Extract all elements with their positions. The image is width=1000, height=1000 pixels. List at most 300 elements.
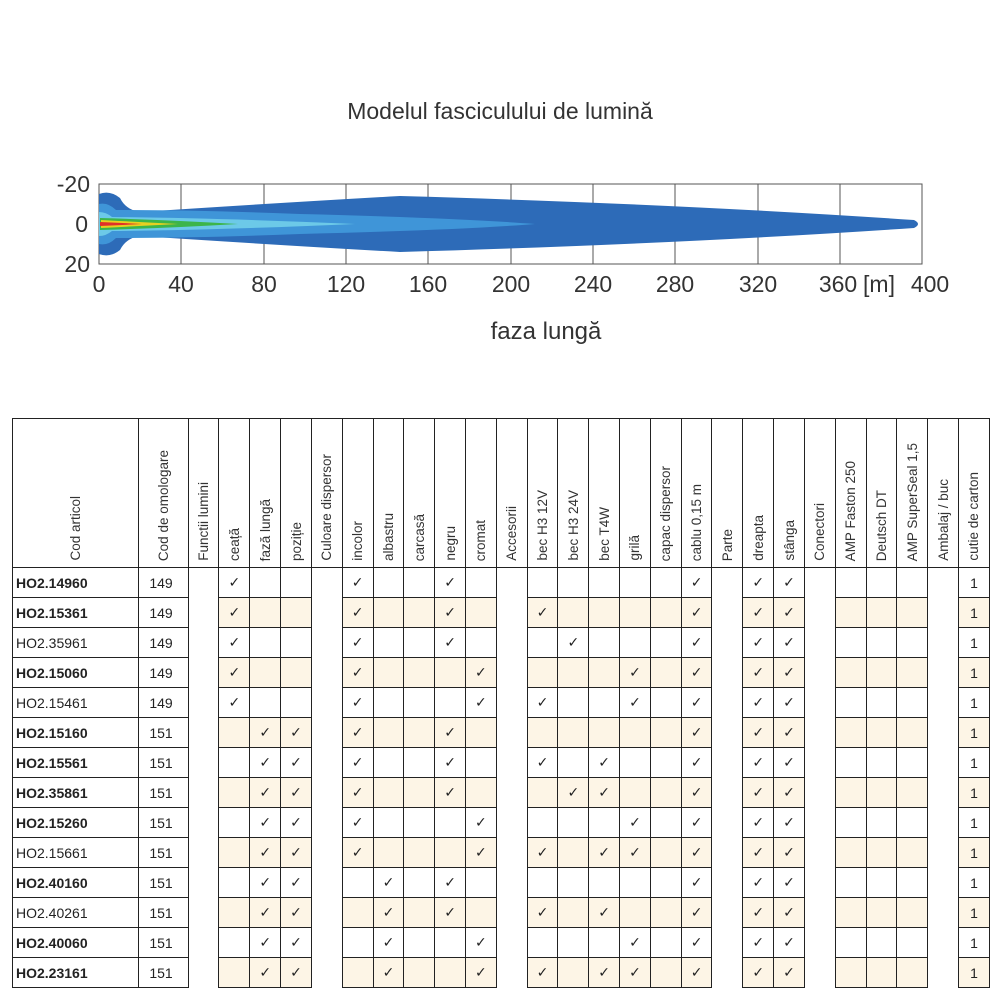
feature-cell	[681, 928, 712, 958]
feature-cell	[743, 838, 774, 868]
column-header-label: Cod articol	[68, 496, 84, 561]
column-header	[219, 419, 250, 568]
check-icon: ✓	[690, 844, 703, 860]
check-icon: ✓	[444, 724, 456, 740]
feature-cell	[774, 748, 805, 778]
check-icon: ✓	[351, 574, 364, 590]
check-icon: ✓	[752, 754, 765, 770]
column-header	[589, 419, 620, 568]
feature-cell	[897, 778, 928, 808]
check-icon: ✓	[351, 754, 364, 770]
check-icon: ✓	[351, 604, 364, 620]
check-icon: ✓	[598, 784, 610, 800]
section-spacer-cell	[311, 658, 342, 688]
feature-cell	[342, 928, 373, 958]
feature-cell	[404, 628, 435, 658]
column-header-label: bec H3 24V	[565, 490, 581, 561]
feature-cell	[435, 898, 466, 928]
feature-cell	[620, 748, 651, 778]
table-row	[13, 748, 990, 778]
feature-cell	[589, 748, 620, 778]
column-header-label: incolor	[350, 521, 366, 561]
feature-cell	[465, 958, 496, 988]
feature-cell	[465, 898, 496, 928]
feature-cell	[866, 628, 897, 658]
feature-cell	[373, 808, 404, 838]
feature-cell	[219, 808, 250, 838]
table-row	[13, 808, 990, 838]
feature-cell	[774, 628, 805, 658]
feature-cell	[620, 958, 651, 988]
column-header-label: albastru	[380, 512, 396, 561]
article-code: HO2.40261	[13, 898, 139, 928]
x-tick-label: 400	[910, 271, 950, 297]
feature-cell	[342, 898, 373, 928]
check-icon: ✓	[536, 844, 549, 860]
section-spacer-cell	[804, 658, 835, 688]
feature-cell	[835, 718, 866, 748]
feature-cell	[650, 628, 681, 658]
feature-cell	[897, 628, 928, 658]
check-icon: ✓	[351, 634, 364, 650]
check-icon: ✓	[351, 784, 364, 800]
feature-cell	[219, 568, 250, 598]
feature-cell	[404, 748, 435, 778]
feature-cell	[281, 928, 312, 958]
section-spacer-cell	[188, 898, 219, 928]
feature-cell	[835, 808, 866, 838]
check-icon: ✓	[228, 634, 241, 650]
product-spec-table	[12, 418, 990, 988]
feature-cell	[835, 568, 866, 598]
check-icon: ✓	[290, 874, 302, 890]
feature-cell	[835, 778, 866, 808]
beam-pattern-title: Modelul fasciculului de lumină	[347, 98, 653, 124]
feature-cell	[435, 568, 466, 598]
section-spacer-cell	[311, 568, 342, 598]
feature-cell	[743, 658, 774, 688]
section-spacer-cell	[928, 898, 959, 928]
check-icon: ✓	[752, 934, 765, 950]
feature-cell	[681, 748, 712, 778]
feature-cell	[527, 868, 558, 898]
feature-cell	[866, 568, 897, 598]
section-spacer-cell	[311, 598, 342, 628]
feature-cell	[281, 628, 312, 658]
feature-cell	[897, 868, 928, 898]
column-header	[958, 419, 989, 568]
feature-cell	[897, 718, 928, 748]
check-icon: ✓	[351, 814, 364, 830]
section-spacer-cell	[928, 778, 959, 808]
homologation-code: 151	[139, 778, 188, 808]
check-icon: ✓	[290, 724, 302, 740]
feature-cell	[650, 928, 681, 958]
check-icon: ✓	[783, 604, 795, 620]
x-tick-label: 320	[738, 271, 778, 297]
section-spacer-cell	[311, 628, 342, 658]
section-spacer-cell	[496, 598, 527, 628]
check-icon: ✓	[536, 604, 549, 620]
feature-cell	[373, 958, 404, 988]
check-icon: ✓	[598, 844, 610, 860]
section-spacer-cell	[188, 718, 219, 748]
feature-cell	[681, 658, 712, 688]
feature-cell	[835, 958, 866, 988]
feature-cell	[527, 748, 558, 778]
column-header	[435, 419, 466, 568]
column-header	[774, 419, 805, 568]
feature-cell	[774, 928, 805, 958]
check-icon: ✓	[290, 904, 302, 920]
homologation-code: 149	[139, 658, 188, 688]
feature-cell	[589, 658, 620, 688]
feature-cell	[465, 778, 496, 808]
feature-cell	[404, 688, 435, 718]
check-icon: ✓	[690, 634, 703, 650]
section-spacer-cell	[496, 898, 527, 928]
feature-cell	[681, 778, 712, 808]
feature-cell	[897, 898, 928, 928]
carton-qty: 1	[958, 838, 989, 868]
column-header-label: cutie de carton	[966, 472, 982, 561]
check-icon: ✓	[444, 784, 456, 800]
column-header-label: Cod de omologare	[156, 449, 171, 561]
homologation-code: 151	[139, 748, 188, 778]
feature-cell	[835, 898, 866, 928]
feature-cell	[342, 808, 373, 838]
check-icon: ✓	[629, 934, 641, 950]
article-code: HO2.15361	[13, 598, 139, 628]
check-icon: ✓	[690, 694, 703, 710]
check-icon: ✓	[752, 574, 765, 590]
column-header-label: fază lungă	[257, 498, 273, 561]
section-spacer-cell	[496, 568, 527, 598]
feature-cell	[835, 928, 866, 958]
article-code: HO2.15060	[13, 658, 139, 688]
section-spacer-cell	[496, 658, 527, 688]
check-icon: ✓	[228, 574, 241, 590]
column-header-label: Accesorii	[504, 506, 520, 561]
check-icon: ✓	[752, 784, 765, 800]
feature-cell	[650, 718, 681, 748]
section-spacer-cell	[496, 628, 527, 658]
feature-cell	[342, 958, 373, 988]
check-icon: ✓	[290, 754, 302, 770]
column-header	[281, 419, 312, 568]
feature-cell	[250, 958, 281, 988]
check-icon: ✓	[382, 934, 395, 950]
feature-cell	[620, 898, 651, 928]
feature-cell	[250, 778, 281, 808]
feature-cell	[774, 838, 805, 868]
x-tick-label: 40	[168, 271, 194, 297]
feature-cell	[835, 868, 866, 898]
feature-cell	[219, 658, 250, 688]
feature-cell	[373, 898, 404, 928]
feature-cell	[465, 568, 496, 598]
feature-cell	[465, 718, 496, 748]
column-header-label: Functii lumini	[196, 482, 212, 561]
feature-cell	[465, 688, 496, 718]
article-code: HO2.15160	[13, 718, 139, 748]
section-spacer-cell	[311, 718, 342, 748]
feature-cell	[650, 958, 681, 988]
check-icon: ✓	[259, 874, 272, 890]
feature-cell	[620, 688, 651, 718]
check-icon: ✓	[567, 784, 580, 800]
check-icon: ✓	[475, 664, 487, 680]
check-icon: ✓	[690, 604, 703, 620]
feature-cell	[404, 898, 435, 928]
section-spacer-cell	[188, 778, 219, 808]
section-spacer-cell	[188, 958, 219, 988]
article-code: HO2.15260	[13, 808, 139, 838]
section-spacer-cell	[188, 928, 219, 958]
feature-cell	[589, 928, 620, 958]
check-icon: ✓	[259, 904, 272, 920]
feature-cell	[250, 868, 281, 898]
check-icon: ✓	[690, 574, 703, 590]
x-tick-label: 200	[491, 271, 531, 297]
check-icon: ✓	[475, 964, 487, 980]
check-icon: ✓	[690, 664, 703, 680]
feature-cell	[342, 718, 373, 748]
feature-cell	[774, 688, 805, 718]
feature-cell	[250, 718, 281, 748]
feature-cell	[558, 778, 589, 808]
check-icon: ✓	[444, 604, 456, 620]
check-icon: ✓	[752, 664, 765, 680]
feature-cell	[620, 628, 651, 658]
carton-qty: 1	[958, 958, 989, 988]
column-header	[558, 419, 589, 568]
section-spacer-cell	[311, 928, 342, 958]
homologation-code: 149	[139, 688, 188, 718]
feature-cell	[281, 868, 312, 898]
feature-cell	[465, 928, 496, 958]
check-icon: ✓	[752, 604, 765, 620]
feature-cell	[342, 688, 373, 718]
check-icon: ✓	[228, 604, 241, 620]
section-spacer-cell	[712, 658, 743, 688]
section-spacer-cell	[496, 928, 527, 958]
feature-cell	[435, 808, 466, 838]
feature-cell	[774, 658, 805, 688]
feature-cell	[866, 778, 897, 808]
column-header	[897, 419, 928, 568]
feature-cell	[527, 898, 558, 928]
carton-qty: 1	[958, 688, 989, 718]
column-header-label: capac dispersor	[658, 465, 674, 561]
feature-cell	[435, 598, 466, 628]
feature-cell	[342, 748, 373, 778]
feature-cell	[527, 598, 558, 628]
check-icon: ✓	[783, 634, 795, 650]
check-icon: ✓	[290, 814, 302, 830]
feature-cell	[774, 868, 805, 898]
check-icon: ✓	[783, 844, 795, 860]
feature-cell	[281, 598, 312, 628]
check-icon: ✓	[752, 964, 765, 980]
check-icon: ✓	[444, 904, 456, 920]
feature-cell	[620, 598, 651, 628]
feature-cell	[558, 628, 589, 658]
carton-qty: 1	[958, 568, 989, 598]
x-tick-label: 360	[818, 271, 858, 297]
feature-cell	[650, 748, 681, 778]
table-row	[13, 688, 990, 718]
feature-cell	[250, 838, 281, 868]
section-spacer-cell	[496, 688, 527, 718]
feature-cell	[774, 718, 805, 748]
homologation-code: 151	[139, 808, 188, 838]
feature-cell	[465, 748, 496, 778]
feature-cell	[620, 718, 651, 748]
check-icon: ✓	[629, 664, 641, 680]
column-header-label: ceață	[226, 527, 242, 561]
column-header	[404, 419, 435, 568]
carton-qty: 1	[958, 928, 989, 958]
article-code: HO2.35961	[13, 628, 139, 658]
section-spacer-cell	[188, 838, 219, 868]
feature-cell	[650, 898, 681, 928]
check-icon: ✓	[752, 904, 765, 920]
feature-cell	[250, 688, 281, 718]
check-icon: ✓	[752, 874, 765, 890]
check-icon: ✓	[444, 574, 456, 590]
article-code: HO2.40160	[13, 868, 139, 898]
table-row	[13, 928, 990, 958]
feature-cell	[866, 958, 897, 988]
feature-cell	[650, 658, 681, 688]
article-code: HO2.35861	[13, 778, 139, 808]
feature-cell	[558, 928, 589, 958]
feature-cell	[774, 898, 805, 928]
feature-cell	[373, 628, 404, 658]
feature-cell	[527, 628, 558, 658]
check-icon: ✓	[752, 634, 765, 650]
check-icon: ✓	[783, 814, 795, 830]
section-spacer-cell	[311, 778, 342, 808]
feature-cell	[774, 598, 805, 628]
feature-cell	[219, 838, 250, 868]
check-icon: ✓	[290, 784, 302, 800]
column-header	[650, 419, 681, 568]
feature-cell	[558, 868, 589, 898]
feature-cell	[281, 778, 312, 808]
feature-cell	[774, 808, 805, 838]
feature-cell	[404, 808, 435, 838]
feature-cell	[465, 658, 496, 688]
column-header	[496, 419, 527, 568]
section-spacer-cell	[928, 568, 959, 598]
check-icon: ✓	[536, 964, 549, 980]
column-header-label: Parte	[719, 528, 735, 561]
column-header-label: Ambalaj / buc	[935, 479, 951, 561]
feature-cell	[250, 808, 281, 838]
check-icon: ✓	[567, 634, 580, 650]
feature-cell	[342, 838, 373, 868]
feature-cell	[373, 718, 404, 748]
feature-cell	[620, 928, 651, 958]
feature-cell	[589, 628, 620, 658]
column-header	[743, 419, 774, 568]
feature-cell	[866, 718, 897, 748]
section-spacer-cell	[928, 928, 959, 958]
feature-cell	[866, 838, 897, 868]
feature-cell	[342, 778, 373, 808]
feature-cell	[681, 628, 712, 658]
section-spacer-cell	[496, 778, 527, 808]
column-header	[188, 419, 219, 568]
check-icon: ✓	[475, 844, 487, 860]
check-icon: ✓	[783, 754, 795, 770]
feature-cell	[219, 958, 250, 988]
section-spacer-cell	[804, 688, 835, 718]
carton-qty: 1	[958, 658, 989, 688]
section-spacer-cell	[496, 958, 527, 988]
feature-cell	[373, 598, 404, 628]
column-header-label: poziție	[288, 521, 304, 561]
feature-cell	[435, 928, 466, 958]
feature-cell	[589, 838, 620, 868]
feature-cell	[835, 748, 866, 778]
feature-cell	[435, 688, 466, 718]
column-header	[681, 419, 712, 568]
feature-cell	[589, 898, 620, 928]
check-icon: ✓	[290, 964, 302, 980]
carton-qty: 1	[958, 628, 989, 658]
table-row	[13, 898, 990, 928]
feature-cell	[589, 868, 620, 898]
feature-cell	[558, 718, 589, 748]
check-icon: ✓	[598, 964, 610, 980]
feature-cell	[404, 598, 435, 628]
column-header	[928, 419, 959, 568]
check-icon: ✓	[475, 934, 487, 950]
x-tick-label: 120	[326, 271, 366, 297]
section-spacer-cell	[928, 598, 959, 628]
feature-cell	[620, 838, 651, 868]
section-spacer-cell	[712, 958, 743, 988]
section-spacer-cell	[311, 958, 342, 988]
check-icon: ✓	[259, 754, 272, 770]
section-spacer-cell	[804, 748, 835, 778]
homologation-code: 149	[139, 568, 188, 598]
check-icon: ✓	[690, 904, 703, 920]
section-spacer-cell	[804, 778, 835, 808]
feature-cell	[558, 748, 589, 778]
feature-cell	[527, 838, 558, 868]
feature-cell	[250, 928, 281, 958]
feature-cell	[681, 958, 712, 988]
feature-cell	[219, 598, 250, 628]
feature-cell	[866, 808, 897, 838]
section-spacer-cell	[188, 688, 219, 718]
feature-cell	[774, 568, 805, 598]
check-icon: ✓	[536, 694, 549, 710]
feature-cell	[589, 568, 620, 598]
feature-cell	[373, 868, 404, 898]
section-spacer-cell	[804, 718, 835, 748]
section-spacer-cell	[804, 598, 835, 628]
feature-cell	[281, 958, 312, 988]
x-tick-label: 0	[92, 271, 106, 297]
table-row	[13, 568, 990, 598]
carton-qty: 1	[958, 598, 989, 628]
feature-cell	[465, 868, 496, 898]
